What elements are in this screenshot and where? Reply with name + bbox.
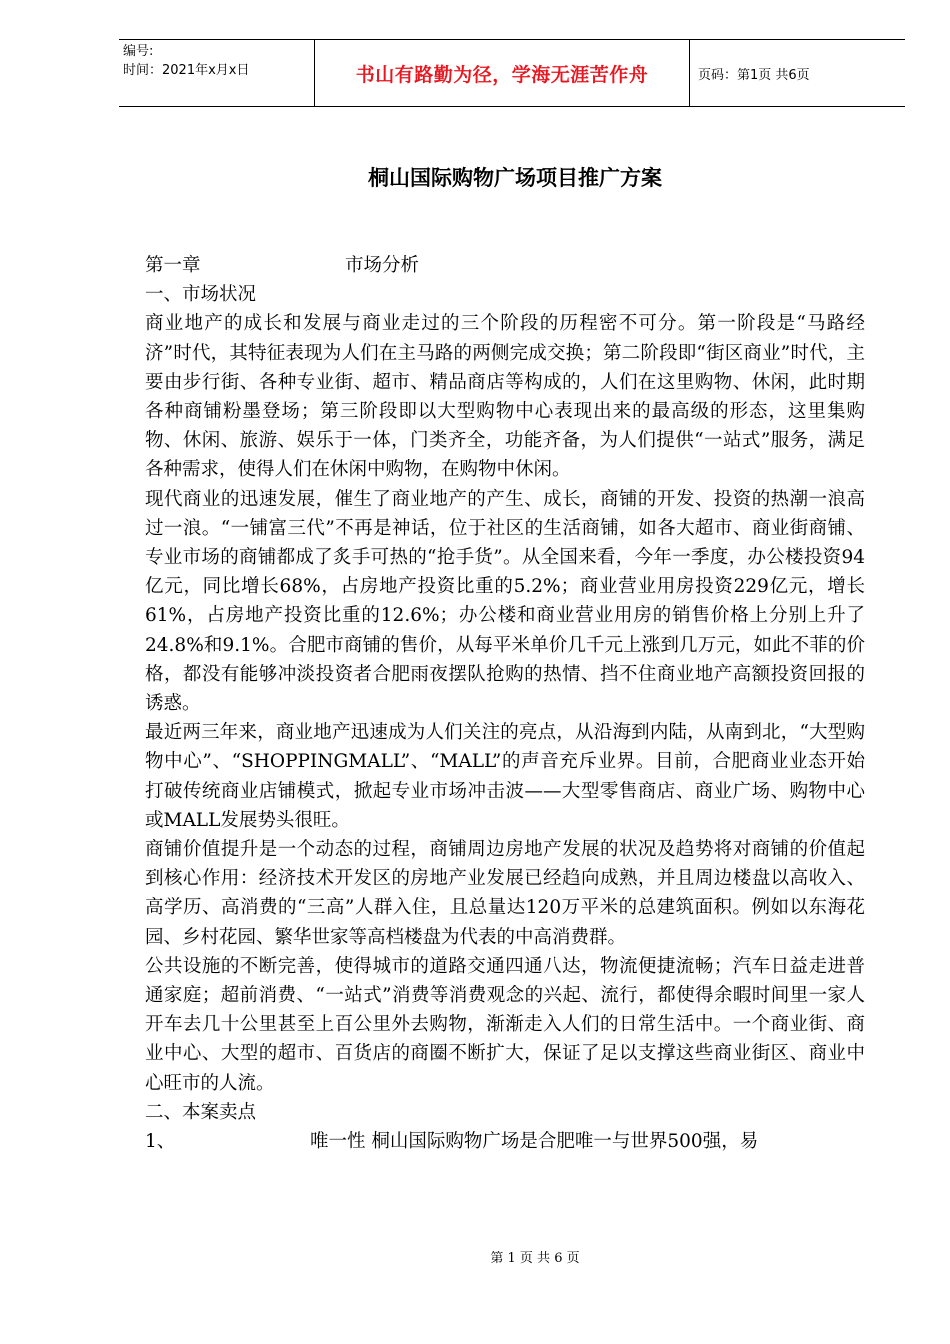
document-body	[145, 251, 865, 1156]
header-page-info: 页码：第1页 共6页	[698, 67, 810, 83]
header-meta-cell	[119, 40, 315, 106]
paragraph: 商业地产的成长和发展与商业走过的三个阶段的历程密不可分。第一阶段是“马路经济”时代，其特征表现为人们在主马路的两侧完成交换；第二阶段即“街区商业”时代，主要由步行街、各种专业街、超市、精品商店等构成的，人们在这里购物、休闲，此时期各种商铺粉墨登场；第三阶段即以大型购物中心表现出来的最高级的形态，这里集购物、休闲、旅游、娱乐于一体，门类齐全，功能齐备，为人们提供“一站式”服务，满足各种需求，使得人们在休闲中购物，在购物中休闲。	[145, 313, 865, 481]
header-motto-cell	[315, 40, 690, 106]
paragraph: 公共设施的不断完善，使得城市的道路交通四通八达，物流便捷流畅；汽车日益走进普通家庭；超前消费、“一站式”消费等消费观念的兴起、流行，都使得余暇时间里一家人开车去几十公里甚至上百公里外去购物，渐渐走入人们的日常生活中。一个商业街、商业中心、大型的超市、百货店的商圈不断扩大，保证了足以支撑这些商业街区、商业中心旺市的人流。	[145, 955, 865, 1094]
paragraph: 最近两三年来，商业地产迅速成为人们关注的亮点，从沿海到内陆，从南到北，“大型购物中心”、“SHOPPINGMALL”、“MALL”的声音充斥业界。目前，合肥商业业态开始打破传统商业店铺模式，掀起专业市场冲击波——大型零售商店、商业广场、购物中心或MALL发展势头很旺。	[145, 722, 865, 831]
page-footer: 第 1 页 共 6 页	[490, 1251, 580, 1266]
chapter-heading	[145, 251, 865, 280]
document-time-label: 时间：2021年x月x日	[123, 63, 250, 78]
header-motto: 书山有路勤为径，学海无涯苦作舟	[355, 63, 649, 86]
document-title: 桐山国际购物广场项目推广方案	[368, 166, 662, 190]
chapter-number: 第一章	[145, 255, 201, 276]
document-number-label: 编号:	[123, 44, 154, 59]
section-heading-selling-points: 二、本案卖点	[145, 1101, 257, 1123]
page-header	[119, 39, 905, 107]
chapter-title: 市场分析	[345, 255, 420, 276]
list-item	[145, 1127, 865, 1156]
header-page-cell	[690, 40, 905, 106]
list-item-text: 唯一性 桐山国际购物广场是合肥唯一与世界500强，易	[310, 1131, 759, 1153]
section-heading-market: 一、市场状况	[145, 284, 257, 306]
paragraph: 商铺价值提升是一个动态的过程，商铺周边房地产发展的状况及趋势将对商铺的价值起到核心作用：经济技术开发区的房地产业发展已经趋向成熟，并且周边楼盘以高收入、高学历、高消费的“三高”人群入住，且总量达120万平米的总建筑面积。例如以东海花园、乡村花园、繁华世家等高档楼盘为代表的中高消费群。	[145, 839, 865, 948]
list-item-number: 1、	[145, 1131, 176, 1153]
paragraph: 现代商业的迅速发展，催生了商业地产的产生、成长，商铺的开发、投资的热潮一浪高过一浪。“一铺富三代”不再是神话，位于社区的生活商铺，如各大超市、商业街商铺、专业市场的商铺都成了炙手可热的“抢手货”。从全国来看，今年一季度，办公楼投资94亿元，同比增长68%，占房地产投资比重的5.2%；商业营业用房投资229亿元，增长61%，占房地产投资比重的12.6%；办公楼和商业营业用房的销售价格上分别上升了24.8%和9.1%。合肥市商铺的售价，从每平米单价几千元上涨到几万元，如此不菲的价格，都没有能够冲淡投资者合肥雨夜摆队抢购的热情、挡不住商业地产高额投资回报的诱惑。	[145, 488, 865, 715]
